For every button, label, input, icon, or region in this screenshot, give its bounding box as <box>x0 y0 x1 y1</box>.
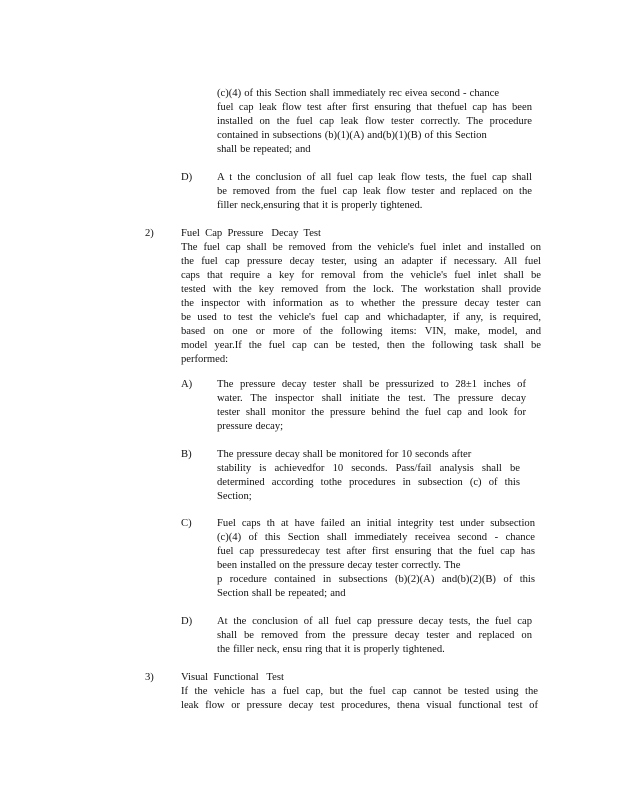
text-line: determined according tothe procedures in subsection (c) of this <box>217 477 520 488</box>
item-2a-text <box>217 378 526 434</box>
text-line: shall be removed from the pressure decay tester and replaced on <box>217 630 532 641</box>
item-label: C) <box>181 518 192 529</box>
item-label: B) <box>181 449 192 460</box>
text-line: filler neck,ensuring that it is properly tightened. <box>217 200 423 211</box>
text-line: stability is achievedfor 10 seconds. Pass/fail analysis shall be <box>217 463 520 474</box>
section-title: Visual Functional Test <box>181 672 284 683</box>
text-line: be removed from the fuel cap leak flow tester and replaced on the <box>217 186 532 197</box>
continuation-paragraph <box>217 87 532 157</box>
text-line: At the conclusion of all fuel cap pressure decay tests, the fuel cap <box>217 616 532 627</box>
text-line: contained in subsections (b)(1)(A) and(b)(1)(B) of this Section <box>217 130 487 141</box>
text-line: tester shall monitor the pressure behind the fuel cap and look for <box>217 407 526 418</box>
text-line: pressure decay; <box>217 421 284 432</box>
text-line: fuel cap pressuredecay test after first ensuring that the fuel cap has <box>217 546 535 557</box>
text-line: (c)(4) of this Section shall immediately rec eivea second - chance <box>217 88 500 99</box>
text-line: the inspector with information as to whether the pressure decay tester can <box>181 298 541 309</box>
text-line: performed: <box>181 354 229 365</box>
section-3-paragraph <box>181 685 538 713</box>
text-line: The pressure decay shall be monitored for 10 seconds after <box>217 449 472 460</box>
text-line: p rocedure contained in subsections (b)(2)(A) and(b)(2)(B) of this <box>217 574 535 585</box>
section-2-paragraph <box>181 241 541 367</box>
text-line: be used to test the vehicle's fuel cap and whichadapter, if any, is required, <box>181 312 541 323</box>
item-2c-text <box>217 517 535 601</box>
text-line: The fuel cap shall be removed from the vehicle's fuel inlet and installed on <box>181 242 541 253</box>
section-number: 3) <box>145 672 154 683</box>
text-line: Section; <box>217 491 252 502</box>
text-line: been installed on the pressure decay tester correctly. The <box>217 560 461 571</box>
text-line: A t the conclusion of all fuel cap leak flow tests, the fuel cap shall <box>217 172 532 183</box>
item-label: A) <box>181 379 193 390</box>
section-number: 2) <box>145 228 154 239</box>
text-line: fuel cap leak flow test after first ensuring that thefuel cap has been <box>217 102 532 113</box>
text-line: Fuel caps th at have failed an initial integrity test under subsection <box>217 518 535 529</box>
text-line: installed on the fuel cap leak flow tester correctly. The procedure <box>217 116 532 127</box>
text-line: the filler neck, ensu ring that it is properly tightened. <box>217 644 445 655</box>
item-label: D) <box>181 172 193 183</box>
text-line: If the vehicle has a fuel cap, but the fuel cap cannot be tested using the <box>181 686 538 697</box>
text-line: shall be repeated; and <box>217 144 311 155</box>
text-line: tested with the key removed from the lock. The workstation shall provide <box>181 284 541 295</box>
item-label: D) <box>181 616 193 627</box>
item-2b-text <box>217 448 520 504</box>
text-line: water. The inspector shall initiate the test. The pressure decay <box>217 393 526 404</box>
text-line: (c)(4) of this Section shall immediately receivea second - chance <box>217 532 535 543</box>
item-1d-text <box>217 171 532 213</box>
text-line: based on one or more of the following items: VIN, make, model, and <box>181 326 541 337</box>
text-line: leak flow or pressure decay test procedures, thena visual functional test of <box>181 700 538 711</box>
item-2d-text <box>217 615 532 657</box>
text-line: model year.If the fuel cap can be tested, then the following task shall be <box>181 340 541 351</box>
text-line: The pressure decay tester shall be pressurized to 28±1 inches of <box>217 379 526 390</box>
text-line: Section shall be repeated; and <box>217 588 346 599</box>
section-title: Fuel Cap Pressure Decay Test <box>181 228 321 239</box>
text-line: caps that require a key for removal from the vehicle's fuel inlet shall be <box>181 270 541 281</box>
text-line: the fuel cap pressure decay tester, using an adapter if necessary. All fuel <box>181 256 541 267</box>
